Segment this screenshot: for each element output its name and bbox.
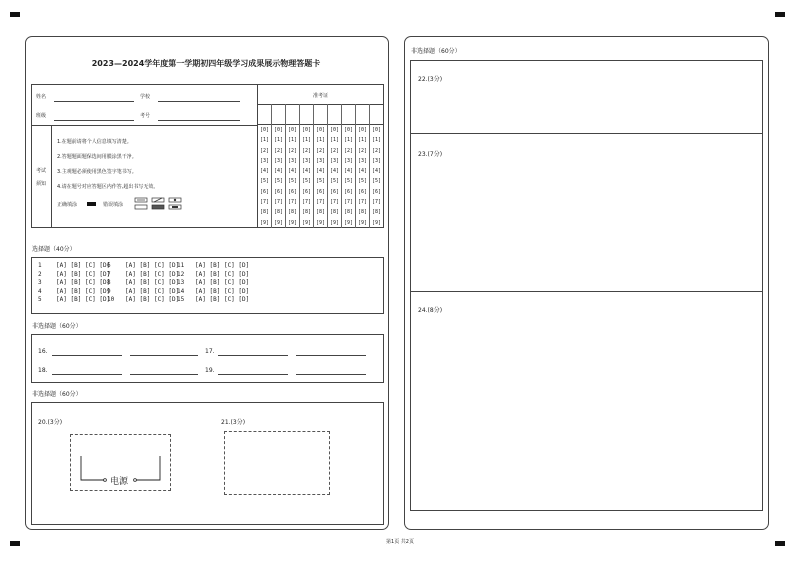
question-24-label: 24.(8分) [418,307,443,314]
note-item: 1.在题前请将个人信息填写清楚。 [57,139,132,145]
admission-digit-column[interactable]: [0] [1] [2] [3] [4] [5] [6] [7] [8] [9] [371,127,382,226]
question-23-answer-area[interactable] [411,160,762,290]
question-20-label: 20.(3分) [38,419,63,426]
note-item: 3.主观题必须使用黑色签字笔书写。 [57,169,137,175]
alignment-marker [775,541,785,546]
school-field[interactable] [158,101,240,102]
choice-heading: 选择题（40分） [32,246,76,253]
name-label: 姓名 [36,94,47,100]
class-label: 班级 [36,113,47,119]
question-22-label: 22.(3分) [418,76,443,83]
question-17-label: 17. [205,348,215,355]
answer-line-19b[interactable] [296,374,366,375]
admission-digit-column[interactable]: [0] [1] [2] [3] [4] [5] [6] [7] [8] [9] [329,127,340,226]
name-field[interactable] [54,101,134,102]
page-number: 第1页 共2页 [386,539,414,545]
correct-fill-sample [87,202,96,206]
divider [410,133,763,134]
admission-digit-column[interactable]: [0] [1] [2] [3] [4] [5] [6] [7] [8] [9] [343,127,354,226]
admission-digit-column[interactable]: [0] [1] [2] [3] [4] [5] [6] [7] [8] [9] [315,127,326,226]
school-label: 学校 [140,94,151,100]
divider [410,291,763,292]
alignment-marker [775,12,785,17]
divider [257,104,384,105]
wrong-fill-label: 错误填涂 [103,202,124,208]
answer-line-16b[interactable] [130,355,198,356]
divider [31,125,257,126]
alignment-marker [10,541,20,546]
notes-label: 须知 [36,181,47,187]
admission-digit-column[interactable]: [0] [1] [2] [3] [4] [5] [6] [7] [8] [9] [301,127,312,226]
answer-line-17b[interactable] [296,355,366,356]
choice-column[interactable]: 6 [A] [B] [C] [D] 7 [A] [B] [C] [D] 8 [A] [B] [C] [D] 9 [A] [B] [C] [D] 10 [A] [B] [C] [D] [107,262,180,304]
power-source-label: 电源 [110,477,129,487]
question-16-label: 16. [38,348,48,355]
exam-no-field[interactable] [158,120,240,121]
admission-digit-column[interactable]: [0] [1] [2] [3] [4] [5] [6] [7] [8] [9] [287,127,298,226]
question-24-answer-area[interactable] [411,316,762,510]
right-heading: 非选择题（60分） [411,48,461,55]
note-item: 4.请在题号对应答题区内作答,超出书写无效。 [57,184,159,190]
answer-line-19a[interactable] [218,374,288,375]
admission-digit-column[interactable]: [0] [1] [2] [3] [4] [5] [6] [7] [8] [9] [273,127,284,226]
exam-no-label: 考号 [140,113,151,119]
correct-fill-label: 正确填涂 [57,202,78,208]
question-23-label: 23.(7分) [418,151,443,158]
choice-column[interactable]: 11 [A] [B] [C] [D] 12 [A] [B] [C] [D] 13 [A] [B] [C] [D] 14 [A] [B] [C] [D] 15 [A] [B] [C] [D] [177,262,250,304]
note-item: 2.答题题面题保选间用膜涂黑干净。 [57,154,137,160]
draw-heading: 非选择题（60分） [32,391,82,398]
notes-label: 考试 [36,168,47,174]
divider [51,125,52,228]
page-title: 2023—2024学年度第一学期初四年级学习成果展示物理答题卡 [91,59,321,68]
choice-column[interactable]: 1 [A] [B] [C] [D] 2 [A] [B] [C] [D] 3 [A] [B] [C] [D] 4 [A] [B] [C] [D] 5 [A] [B] [C] [D] [38,262,111,304]
admission-digit-column[interactable]: [0] [1] [2] [3] [4] [5] [6] [7] [8] [9] [259,127,270,226]
alignment-marker [10,12,20,17]
question-18-label: 18. [38,367,48,374]
answer-line-16a[interactable] [52,355,122,356]
question-21-label: 21.(3分) [221,419,246,426]
answer-line-18a[interactable] [52,374,122,375]
answer-line-18b[interactable] [130,374,198,375]
wrong-fill-samples [133,197,183,211]
answer-line-17a[interactable] [218,355,288,356]
fill-box [31,334,384,383]
class-field[interactable] [54,120,134,121]
admission-label: 准考证 [312,93,328,99]
admission-digit-column[interactable]: [0] [1] [2] [3] [4] [5] [6] [7] [8] [9] [357,127,368,226]
question-21-drawing-area[interactable] [224,431,330,495]
question-19-label: 19. [205,367,215,374]
question-22-answer-area[interactable] [411,85,762,132]
fill-heading: 非选择题（60分） [32,323,82,330]
